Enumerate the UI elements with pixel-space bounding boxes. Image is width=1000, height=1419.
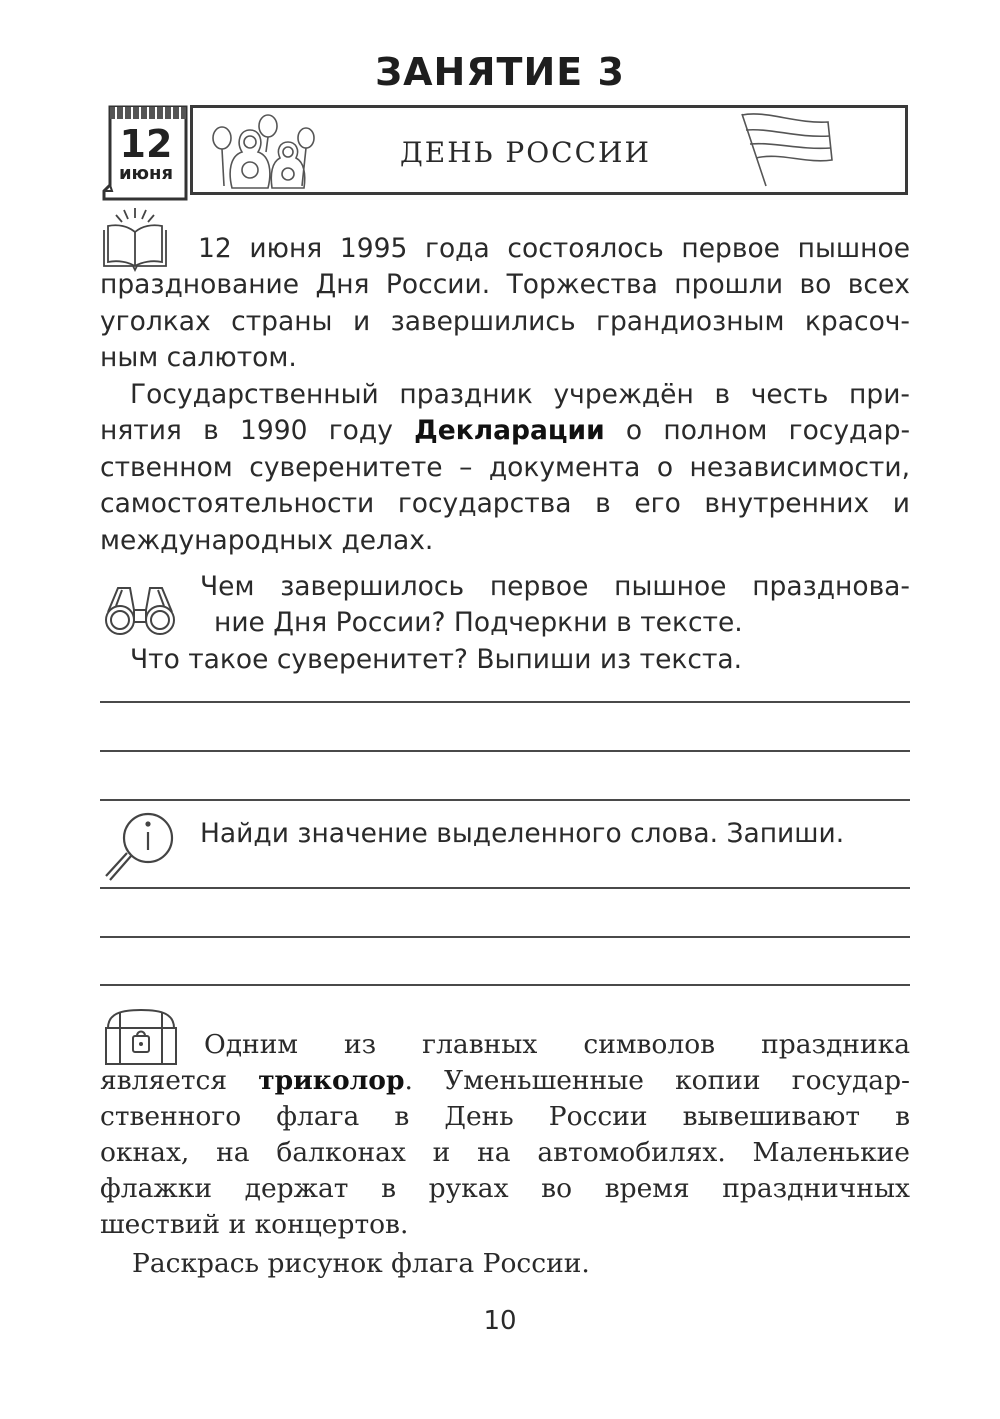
highlighted-word: Декларации [414, 415, 605, 447]
task-text-line: Найди значение выделенного слова. Запиши. [200, 818, 845, 849]
text-line: ственного флага в День России вывешивают в [100, 1101, 910, 1132]
calendar-month: июня [118, 163, 174, 184]
text-line: уголках страны и завершились грандиозным красоч- [100, 305, 910, 337]
answer-line[interactable] [100, 799, 910, 801]
text-line: международных делах. [100, 524, 434, 556]
text-segment: о полном государ- [604, 415, 911, 447]
magnifier-info-icon [104, 810, 178, 886]
text-line: Одним из главных символов праздника [204, 1029, 910, 1060]
task-2 [200, 816, 910, 852]
task-text-line: ние Дня России? Подчеркни в тексте. [214, 607, 743, 639]
task-text-line: Что такое суверенитет? Выпиши из текста. [130, 643, 743, 675]
instruction-text: Раскрась рисунок флага России. [132, 1248, 590, 1279]
text-segment: нятия в 1990 году [100, 415, 415, 447]
highlighted-word: триколор [258, 1065, 405, 1096]
banner-title: ДЕНЬ РОССИИ [400, 136, 651, 169]
reading-paragraph-2 [100, 377, 910, 559]
answer-line[interactable] [100, 701, 910, 703]
answer-line[interactable] [100, 936, 910, 938]
text-line: окнах, на балконах и на автомобилях. Маленькие [100, 1137, 910, 1168]
lesson-title: ЗАНЯТИЕ 3 [375, 50, 625, 94]
text-line: 12 июня 1995 года состоялось первое пышное [198, 233, 910, 264]
text-line: ственном суверенитете – документа о независимости, [100, 451, 910, 483]
answer-line[interactable] [100, 984, 910, 986]
flag-illustration [736, 112, 836, 188]
text-line [100, 1063, 910, 1099]
treasure-paragraph [100, 1027, 910, 1282]
text-line [100, 413, 910, 449]
text-line: ным салютом. [100, 342, 297, 374]
text-line: шествий и концертов. [100, 1209, 409, 1240]
page-number: 10 [483, 1306, 517, 1336]
answer-line[interactable] [100, 887, 910, 889]
text-line: Государственный праздник учреждён в честь при- [130, 379, 910, 410]
text-segment: . Уменьшенные копии государ- [404, 1065, 910, 1096]
reading-paragraph-1 [100, 231, 910, 377]
text-line: празднование Дня России. Торжества прошли во всех [100, 269, 910, 301]
text-line: самостоятельности государства в его внутренних и [100, 488, 910, 520]
calendar-day: 12 [119, 122, 173, 166]
matryoshka-balloons-illustration [210, 112, 315, 190]
text-line: флажки держат в руках во время праздничных [100, 1173, 910, 1204]
task-1 [100, 569, 910, 678]
task-text-line: Чем завершилось первое пышное празднова- [200, 571, 910, 602]
answer-line[interactable] [100, 750, 910, 752]
text-segment: является [100, 1065, 259, 1096]
